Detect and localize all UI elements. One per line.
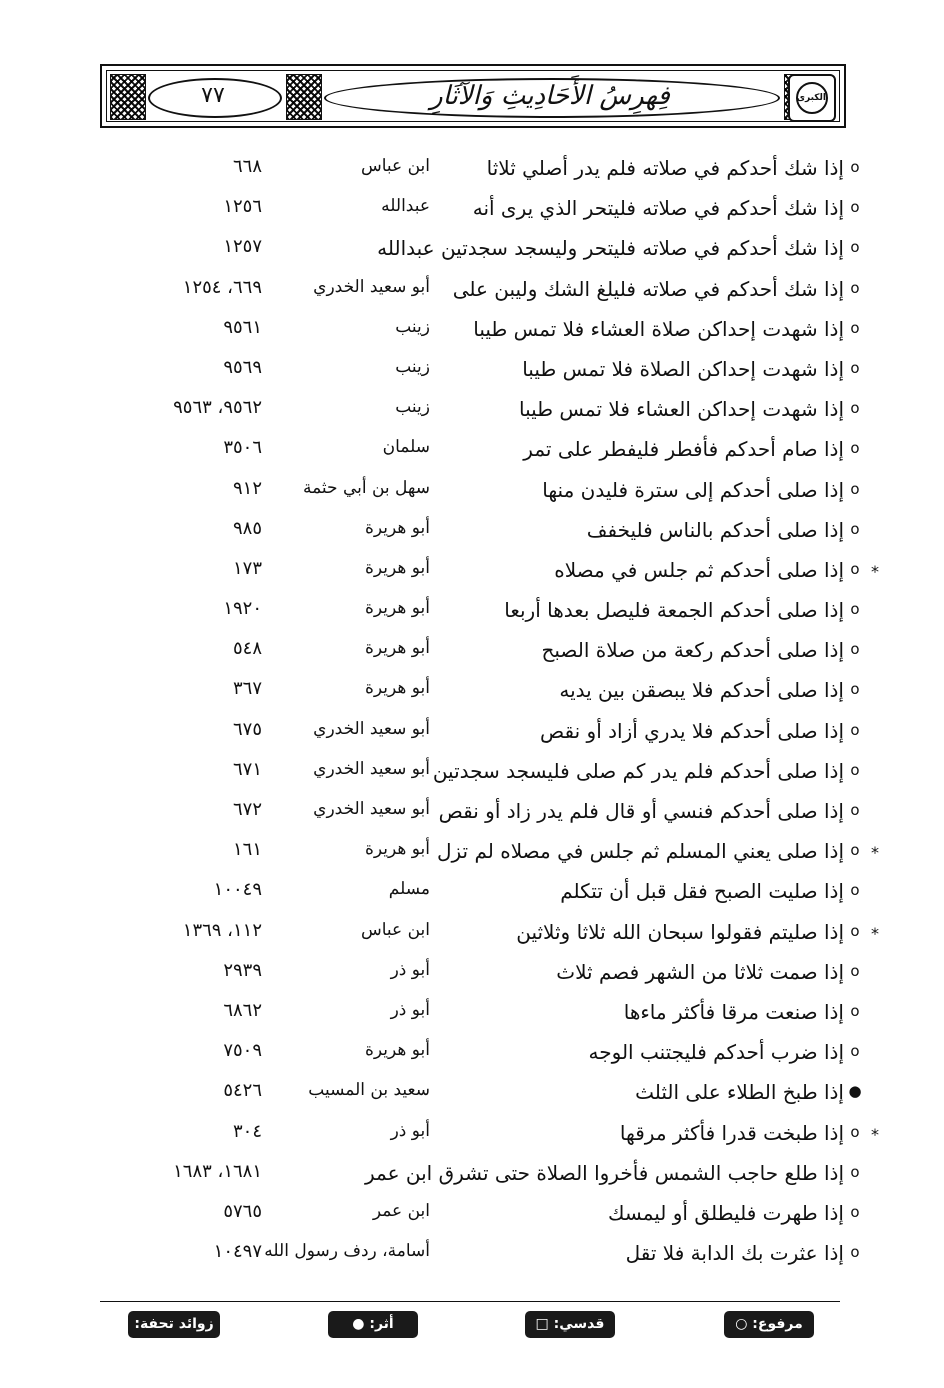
narrator-name: أبو سعيد الخدري <box>313 276 430 297</box>
type-marker: o <box>850 961 860 980</box>
type-marker: o <box>850 600 860 619</box>
hadith-text: إذا صام أحدكم فأفطر فليفطر على تمر <box>523 437 844 462</box>
hadith-text: إذا صلى أحدكم ثم جلس في مصلاه <box>554 557 844 582</box>
index-row <box>0 954 944 994</box>
hadith-numbers: ٦٧٢ <box>232 799 262 820</box>
logo-badge: الكبرى <box>796 82 828 114</box>
hadith-text: إذا صلى أحدكم الجمعة فليصل بعدها أربعا <box>504 598 844 623</box>
hadith-text: إذا طلع حاجب الشمس فأخروا الصلاة حتى تشرق ابن عمر <box>364 1160 844 1185</box>
hadith-text: إذا صنعت مرقا فأكثر ماءها <box>623 999 844 1024</box>
narrator-name: عبدالله <box>381 196 430 217</box>
index-row <box>0 753 944 793</box>
hadith-text: إذا شك أحدكم في صلاته فلم يدر أصلي ثلاثا <box>486 156 844 180</box>
type-marker: o <box>850 439 860 458</box>
type-marker: o <box>850 519 860 538</box>
page-number: ٧٧ <box>201 83 225 108</box>
footer-rule <box>100 1301 840 1302</box>
type-marker: o <box>850 1122 860 1141</box>
hadith-index-list <box>0 150 944 1275</box>
hadith-numbers: ٩٨٥ <box>232 517 262 539</box>
hadith-numbers: ١٠٠٤٩ <box>213 879 262 901</box>
type-marker: o <box>850 801 860 819</box>
narrator-name: أسامة، ردف رسول الله <box>264 1241 430 1262</box>
type-marker: o <box>850 1042 860 1061</box>
index-row <box>0 472 944 512</box>
index-row <box>0 512 944 552</box>
index-row <box>0 1235 944 1275</box>
index-row <box>0 271 944 311</box>
type-marker: o <box>850 760 860 779</box>
star-marker: * <box>871 561 879 581</box>
index-row <box>0 552 944 592</box>
legend-marfu: مرفوع: ○ <box>724 1311 814 1338</box>
hadith-text: إذا شك أحدكم في صلاته فليتحر وليسجد سجدتين عبدالله <box>377 236 844 261</box>
hadith-text: إذا صلى أحدكم فلا يدري أزاد أو نقص <box>540 718 844 743</box>
page-header <box>100 64 846 128</box>
star-marker: * <box>871 923 879 943</box>
narrator-name: زينب <box>395 397 430 418</box>
index-row <box>0 1155 944 1195</box>
hadith-numbers: ١٧٣ <box>232 557 262 579</box>
index-row <box>0 1115 944 1155</box>
hadith-numbers: ٥٧٦٥ <box>223 1200 262 1222</box>
legend-qudsi: قدسي: □ <box>525 1311 615 1338</box>
hadith-numbers: ١٢٥٦ <box>223 196 262 218</box>
narrator-name: أبو ذر <box>390 1120 430 1141</box>
hadith-numbers: ١٦١ <box>232 839 262 861</box>
hadith-text: إذا ضرب أحدكم فليجتنب الوجه <box>588 1040 844 1065</box>
type-marker: o <box>850 158 860 176</box>
type-marker: o <box>850 921 860 940</box>
hadith-text: إذا طبخ الطلاء على الثلث <box>635 1080 844 1105</box>
index-row <box>0 1034 944 1074</box>
type-marker: o <box>850 1162 860 1181</box>
hadith-text: إذا شك أحدكم في صلاته فليلغ الشك وليبن على <box>452 276 844 301</box>
hadith-numbers: ١٢٥٧ <box>223 236 262 258</box>
type-marker: o <box>850 559 860 578</box>
hadith-text: إذا صلى يعني المسلم ثم جلس في مصلاه لم تزل <box>436 839 844 864</box>
index-row <box>0 230 944 270</box>
hadith-text: إذا شهدت إحداكن الصلاة فلا تمس طيبا <box>522 356 844 381</box>
index-row <box>0 713 944 753</box>
hadith-text: إذا شك أحدكم في صلاته فليتحر الذي يرى أنه <box>472 196 844 221</box>
hadith-text: إذا صلى أحدكم إلى سترة فليدن منها <box>542 477 844 502</box>
index-row <box>0 672 944 712</box>
narrator-name: ابن عمر <box>372 1200 430 1221</box>
type-marker: o <box>850 881 860 900</box>
hadith-text: إذا صلى أحدكم فلا يبصقن بين يديه <box>559 678 844 703</box>
type-marker: o <box>850 720 860 739</box>
type-marker: o <box>850 278 860 297</box>
narrator-name: مسلم <box>388 879 430 900</box>
hadith-text: إذا صلى أحدكم ركعة من صلاة الصبح <box>541 638 844 663</box>
page-title: فِهرِسُ الأَحَادِيثِ وَالآثَارِ <box>430 81 670 111</box>
hadith-numbers: ٦٦٩، ١٢٥٤ <box>182 276 262 298</box>
hadith-numbers: ٣٦٧ <box>232 678 262 700</box>
type-marker: o <box>850 680 860 699</box>
narrator-name: زينب <box>395 316 430 337</box>
index-row <box>0 150 944 190</box>
hadith-numbers: ١٠٤٩٧ <box>213 1241 262 1263</box>
hadith-text: إذا شهدت إحداكن العشاء فلا تمس طيبا <box>518 397 844 422</box>
index-row <box>0 833 944 873</box>
narrator-name: سعيد بن المسيب <box>308 1080 430 1101</box>
hadith-text: إذا طبخت قدرا فأكثر مرقها <box>619 1120 844 1145</box>
narrator-name: أبو سعيد الخدري <box>313 799 430 819</box>
star-marker: * <box>871 1124 879 1144</box>
index-row <box>0 592 944 632</box>
type-marker: o <box>850 198 860 217</box>
index-row <box>0 351 944 391</box>
index-row <box>0 793 944 833</box>
narrator-name: أبو هريرة <box>364 678 430 699</box>
type-marker: o <box>850 318 860 337</box>
hadith-numbers: ٥٤٨ <box>232 638 262 660</box>
hadith-numbers: ٩٥٦٢، ٩٥٦٣ <box>173 397 262 419</box>
index-row <box>0 914 944 954</box>
type-marker: o <box>850 1001 860 1020</box>
hadith-text: إذا صلى أحدكم فنسي أو قال فلم يدر زاد أو نقص <box>438 799 844 823</box>
publisher-logo <box>788 74 836 122</box>
index-row <box>0 1074 944 1114</box>
type-marker: o <box>850 640 860 659</box>
type-marker: ● <box>848 1082 862 1101</box>
type-marker: o <box>850 479 860 498</box>
type-marker: o <box>850 358 860 377</box>
hadith-text: إذا صلى أحدكم بالناس فليخفف <box>586 517 844 542</box>
hadith-numbers: ٧٥٠٩ <box>223 1040 262 1062</box>
hadith-text: إذا صمت ثلاثا من الشهر فصم ثلاث <box>556 959 844 984</box>
narrator-name: أبو هريرة <box>364 598 430 619</box>
hadith-numbers: ٩١٢ <box>232 477 262 499</box>
star-marker: * <box>871 843 879 863</box>
hadith-numbers: ٥٤٢٦ <box>223 1080 262 1102</box>
narrator-name: أبو سعيد الخدري <box>313 758 430 779</box>
narrator-name: أبو هريرة <box>364 557 430 578</box>
hadith-numbers: ٩٥٦٩ <box>223 356 262 378</box>
hadith-numbers: ٣٠٤ <box>232 1120 262 1142</box>
hadith-numbers: ٦٧١ <box>232 758 262 780</box>
index-row <box>0 994 944 1034</box>
hadith-numbers: ٦٦٨ <box>232 156 262 177</box>
narrator-name: أبو هريرة <box>364 839 430 860</box>
narrator-name: زينب <box>395 356 430 377</box>
type-marker: o <box>850 1243 860 1262</box>
narrator-name: أبو هريرة <box>364 638 430 659</box>
hadith-text: إذا صلى أحدكم فلم يدر كم صلى فليسجد سجدتين <box>432 758 844 783</box>
ornament-middle <box>286 74 322 120</box>
hadith-numbers: ٢٩٣٩ <box>223 959 262 981</box>
hadith-text: إذا شهدت إحداكن صلاة العشاء فلا تمس طيبا <box>473 316 844 341</box>
narrator-name: ابن عباس <box>360 156 430 176</box>
index-row <box>0 632 944 672</box>
legend-zawaid: زوائد تحفة: ❋ <box>128 1311 220 1338</box>
narrator-name: أبو ذر <box>390 959 430 980</box>
index-row <box>0 391 944 431</box>
hadith-text: إذا طهرت فليطلق أو ليمسك <box>608 1200 844 1225</box>
index-row <box>0 190 944 230</box>
ornament-left <box>110 74 146 120</box>
narrator-name: أبو سعيد الخدري <box>313 718 430 739</box>
narrator-name: سهل بن أبي حثمة <box>302 477 430 498</box>
narrator-name: ابن عباس <box>360 919 430 940</box>
type-marker: o <box>850 841 860 860</box>
narrator-name: أبو هريرة <box>364 1040 430 1061</box>
type-marker: o <box>850 238 860 257</box>
hadith-text: إذا عثرت بك الدابة فلا تقل <box>625 1241 844 1266</box>
hadith-numbers: ٩٥٦١ <box>223 316 262 338</box>
hadith-numbers: ١١٢، ١٣٦٩ <box>182 919 262 941</box>
hadith-numbers: ٣٥٠٦ <box>223 437 262 459</box>
index-row <box>0 431 944 471</box>
hadith-numbers: ٦٨٦٢ <box>223 999 262 1021</box>
hadith-text: إذا صليت الصبح فقل قبل أن تتكلم <box>560 879 844 904</box>
legend-athar: أثر: ● <box>328 1311 418 1338</box>
hadith-numbers: ١٩٢٠ <box>223 598 262 620</box>
index-row <box>0 311 944 351</box>
hadith-text: إذا صليتم فقولوا سبحان الله ثلاثا وثلاثين <box>516 919 844 944</box>
narrator-name: أبو هريرة <box>364 517 430 538</box>
index-row <box>0 873 944 913</box>
hadith-numbers: ٦٧٥ <box>232 718 262 740</box>
type-marker: o <box>850 1202 860 1221</box>
narrator-name: سلمان <box>382 437 430 458</box>
hadith-numbers: ١٦٨١، ١٦٨٣ <box>173 1160 262 1182</box>
narrator-name: أبو ذر <box>390 999 430 1020</box>
index-row <box>0 1195 944 1235</box>
type-marker: o <box>850 399 860 418</box>
